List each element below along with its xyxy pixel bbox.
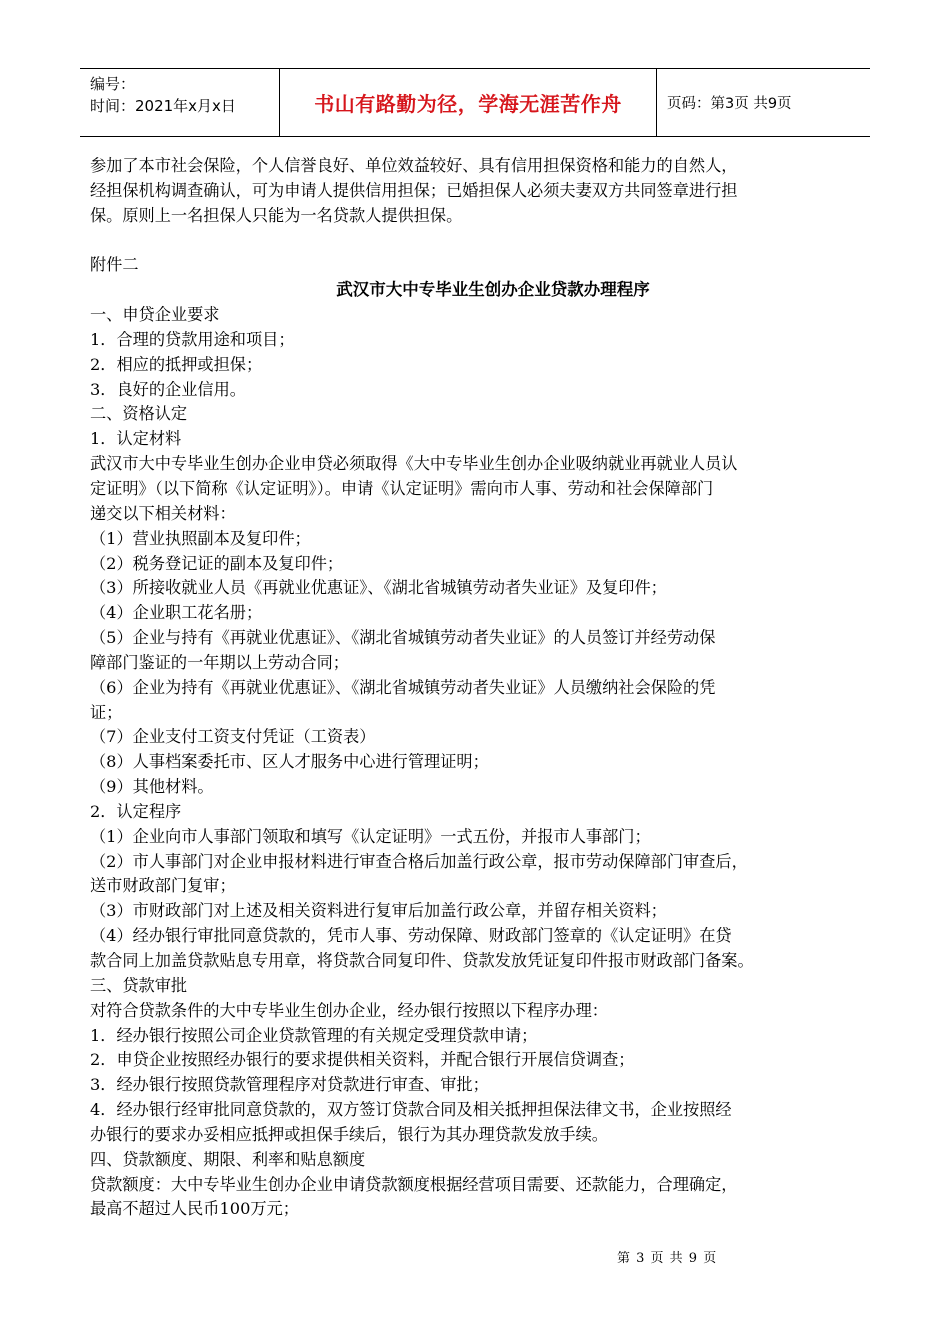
- body-line: 证；: [90, 702, 123, 722]
- section-heading: 二、资格认定: [90, 404, 188, 424]
- attachment-label: 附件二: [90, 255, 139, 275]
- body-line: （1）营业执照副本及复印件；: [90, 528, 311, 548]
- section-heading: 一、申贷企业要求: [90, 305, 220, 325]
- body-line: 2．申贷企业按照经办银行的要求提供相关资料，并配合银行开展信贷调查；: [90, 1050, 635, 1070]
- body-line: 贷款额度：大中专毕业生创办企业申请贷款额度根据经营项目需要、还款能力，合理确定，: [90, 1174, 738, 1194]
- body-line: 递交以下相关材料：: [90, 503, 236, 523]
- body-line: 2．认定程序: [90, 801, 182, 821]
- body-line: 对符合贷款条件的大中专毕业生创办企业，经办银行按照以下程序办理：: [90, 1000, 608, 1020]
- body-line: 定证明》（以下简称《认定证明》）。申请《认定证明》需向市人事、劳动和社会保障部门: [90, 478, 714, 498]
- body-line: 1．认定材料: [90, 429, 182, 449]
- body-line: （8）人事档案委托市、区人才服务中心进行管理证明；: [90, 752, 489, 772]
- page-footer: 第 3 页 共 9 页: [617, 1251, 718, 1266]
- body-line: （5）企业与持有《再就业优惠证》、《湖北省城镇劳动者失业证》的人员签订并经劳动保: [90, 628, 716, 648]
- body-line: 保。原则上一名担保人只能为一名贷款人提供担保。: [90, 205, 463, 225]
- blank-line: [90, 229, 870, 254]
- body-line: （3）所接收就业人员《再就业优惠证》、《湖北省城镇劳动者失业证》及复印件；: [90, 578, 667, 598]
- body-line: （6）企业为持有《再就业优惠证》、《湖北省城镇劳动者失业证》人员缴纳社会保险的凭: [90, 677, 716, 697]
- section-heading: 三、贷款审批: [90, 975, 188, 995]
- header-page-info: 页码：第3页 共9页: [667, 96, 792, 112]
- body-line: 款合同上加盖贷款贴息专用章，将贷款合同复印件、贷款发放凭证复印件报市财政部门备案。: [90, 951, 754, 970]
- header-meta: [80, 69, 280, 136]
- document-time-label: 时间：2021年x月x日: [90, 97, 236, 115]
- body-line: 送市财政部门复审；: [90, 876, 236, 896]
- document-number-label: 编号：: [90, 75, 136, 93]
- body-line: 4．经办银行经审批同意贷款的，双方签订贷款合同及相关抵押担保法律文书，企业按照经: [90, 1100, 732, 1120]
- page-header: [80, 68, 870, 137]
- section-heading: 四、贷款额度、期限、利率和贴息额度: [90, 1149, 366, 1169]
- body-line: （3）市财政部门对上述及相关资料进行复审后加盖行政公章，并留存相关资料；: [90, 901, 667, 921]
- body-line: （2）税务登记证的副本及复印件；: [90, 553, 344, 573]
- body-line: 最高不超过人民币100万元；: [90, 1199, 299, 1219]
- body-line: 1．合理的贷款用途和项目；: [90, 329, 295, 349]
- body-line: （4）企业职工花名册；: [90, 603, 263, 623]
- body-line: 1．经办银行按照公司企业贷款管理的有关规定受理贷款申请；: [90, 1025, 538, 1045]
- body-line: 3．良好的企业信用。: [90, 379, 246, 399]
- header-motto: 书山有路勤为径，学海无涯苦作舟: [280, 69, 657, 136]
- body-line: 3．经办银行按照贷款管理程序对贷款进行审查、审批；: [90, 1075, 489, 1095]
- body-line: （7）企业支付工资支付凭证（工资表）: [90, 727, 376, 747]
- body-line: （4）经办银行审批同意贷款的，凭市人事、劳动保障、财政部门签章的《认定证明》在贷: [90, 926, 732, 946]
- body-line: 2．相应的抵押或担保；: [90, 354, 263, 374]
- body-line: 办银行的要求办妥相应抵押或担保手续后，银行为其办理贷款发放手续。: [90, 1124, 608, 1144]
- body-line: 经担保机构调查确认，可为申请人提供信用担保；已婚担保人必须夫妻双方共同签章进行担: [90, 180, 738, 200]
- body-line: （9）其他材料。: [90, 777, 214, 797]
- body-line: 武汉市大中专毕业生创办企业申贷必须取得《大中专毕业生创办企业吸纳就业再就业人员认: [90, 454, 738, 474]
- body-line: （1）企业向市人事部门领取和填写《认定证明》一式五份，并报市人事部门；: [90, 826, 651, 846]
- document-body: [90, 154, 870, 1222]
- section-title: 武汉市大中专毕业生创办企业贷款办理程序: [336, 280, 650, 300]
- body-line: 参加了本市社会保险，个人信誉良好、单位效益较好、具有信用担保资格和能力的自然人，: [90, 156, 738, 175]
- body-line: （2）市人事部门对企业申报材料进行审查合格后加盖行政公章，报市劳动保障部门审查后，: [90, 851, 748, 871]
- body-line: 障部门鉴证的一年期以上劳动合同；: [90, 652, 349, 672]
